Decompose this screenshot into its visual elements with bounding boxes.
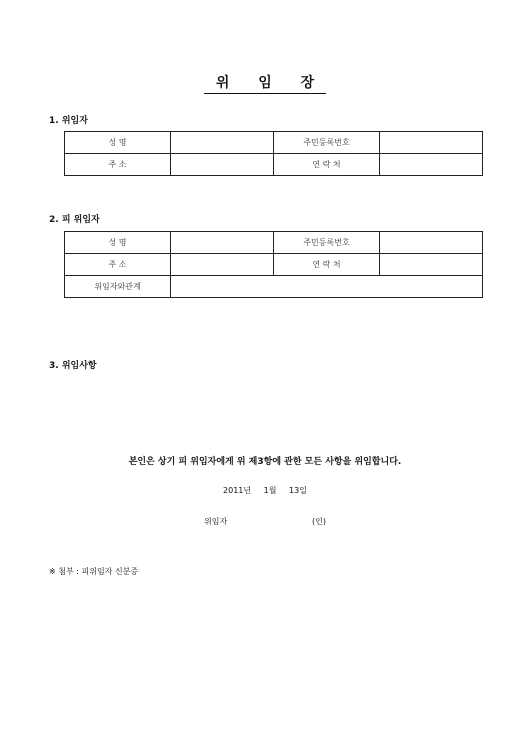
grantee-table: [64, 231, 483, 298]
date-line: [0, 485, 530, 496]
resident-no-label: 주민등록번호: [274, 232, 380, 254]
section-grantee-heading: 2. 피 위임자: [49, 215, 100, 225]
address-label: 주 소: [65, 154, 171, 176]
grantee-address-field[interactable]: [171, 254, 274, 276]
contact-label: 연 락 처: [274, 154, 380, 176]
grantor-address-field[interactable]: [171, 154, 274, 176]
table-row: [65, 154, 483, 176]
grantor-contact-field[interactable]: [380, 154, 483, 176]
signer-label: 위임자: [204, 517, 228, 526]
table-row: [65, 232, 483, 254]
attachment-note: ※ 첨부 : 피위임자 신분증: [49, 567, 139, 576]
grantee-name-field[interactable]: [171, 232, 274, 254]
date-year: 2011년: [223, 486, 252, 495]
delegation-statement: 본인은 상기 피 위임자에게 위 제3항에 관한 모든 사항을 위임합니다.: [128, 457, 402, 467]
grantee-resident-no-field[interactable]: [380, 232, 483, 254]
resident-no-label: 주민등록번호: [274, 132, 380, 154]
table-row: [65, 132, 483, 154]
section-matters-heading: 3. 위임사항: [49, 361, 97, 371]
relationship-field[interactable]: [171, 276, 483, 298]
grantor-resident-no-field[interactable]: [380, 132, 483, 154]
date-month: 1월: [263, 486, 277, 495]
document-title: 위 임 장: [0, 72, 530, 92]
date-day: 13일: [289, 486, 307, 495]
grantee-contact-field[interactable]: [380, 254, 483, 276]
name-label: 성 명: [65, 232, 171, 254]
contact-label: 연 락 처: [274, 254, 380, 276]
address-label: 주 소: [65, 254, 171, 276]
seal-mark: (인): [312, 517, 326, 526]
relationship-label: 위임자와관계: [65, 276, 171, 298]
grantor-table: [64, 131, 483, 176]
table-row: [65, 254, 483, 276]
section-grantor-heading: 1. 위임자: [49, 116, 88, 126]
table-row: [65, 276, 483, 298]
grantor-name-field[interactable]: [171, 132, 274, 154]
name-label: 성 명: [65, 132, 171, 154]
